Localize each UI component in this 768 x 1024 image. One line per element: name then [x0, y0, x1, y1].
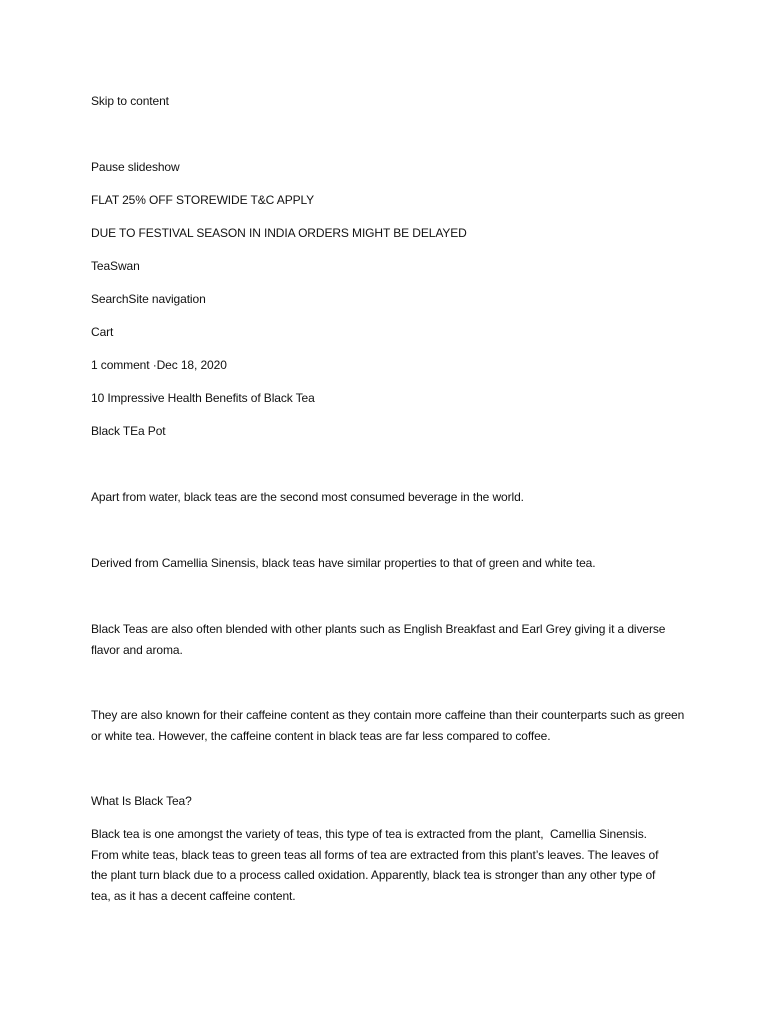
search-site-navigation[interactable]: SearchSite navigation: [91, 292, 206, 306]
cart-link[interactable]: Cart: [91, 325, 114, 339]
section-paragraph: Black tea is one amongst the variety of teas, this type of tea is extracted from the plant, Camellia Sinensis. From white teas, black teas to green teas all forms of tea are extracted from this plant’s leaves. The leaves of the plant turn black due to a process called oxidation. Apparently, black tea is stronger than any other type of tea, as it has a decent caffeine content.: [91, 827, 662, 903]
article-title: 10 Impressive Health Benefits of Black Tea: [91, 391, 315, 405]
article-meta: 1 comment ·Dec 18, 2020: [91, 358, 227, 372]
brand-name[interactable]: TeaSwan: [91, 259, 140, 273]
skip-to-content-link[interactable]: Skip to content: [91, 94, 169, 108]
paragraph-4: They are also known for their caffeine content as they contain more caffeine than their counterparts such as green or white tea. However, the caffeine content in black teas are far less compared to coffee.: [91, 708, 688, 743]
paragraph-3: Black Teas are also often blended with other plants such as English Breakfast and Earl Grey giving it a diverse flavor and aroma.: [91, 622, 669, 657]
paragraph-1: Apart from water, black teas are the second most consumed beverage in the world.: [91, 490, 524, 504]
pause-slideshow-button[interactable]: Pause slideshow: [91, 160, 180, 174]
paragraph-2: Derived from Camellia Sinensis, black teas have similar properties to that of green and white tea.: [91, 556, 596, 570]
announcement-delay: DUE TO FESTIVAL SEASON IN INDIA ORDERS MIGHT BE DELAYED: [91, 226, 467, 240]
announcement-sale: FLAT 25% OFF STOREWIDE T&C APPLY: [91, 193, 315, 207]
section-heading: What Is Black Tea?: [91, 794, 192, 808]
image-caption: Black TEa Pot: [91, 424, 166, 438]
